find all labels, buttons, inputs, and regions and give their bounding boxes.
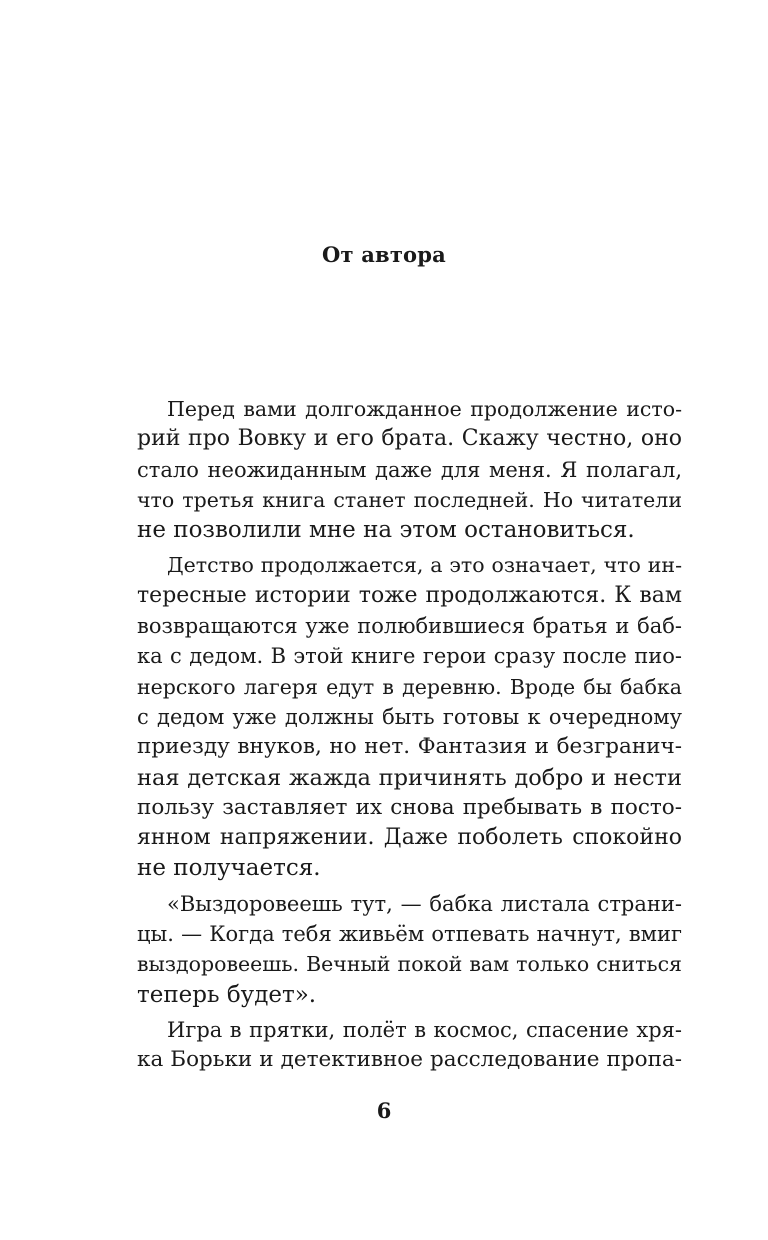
text-line: нерского лагеря едут в деревню. Вроде бы бабка [137, 674, 682, 699]
text-line: Игра в прятки, полёт в космос, спасение хря- [167, 1017, 682, 1042]
text-line: пользу заставляет их снова пребывать в посто- [137, 794, 682, 820]
text-line: теперь будет». [137, 981, 317, 1008]
text-line: рий про Вовку и его брата. Скажу честно, оно [137, 426, 682, 452]
text-line: с дедом уже должны быть готовы к очередному [137, 704, 682, 729]
chapter-heading: От автора [322, 242, 446, 267]
text-line: Перед вами долгожданное продолжение исто- [167, 397, 682, 421]
text-line: цы. — Когда тебя живьём отпевать начнут, вмиг [137, 922, 682, 947]
text-line: ка с дедом. В этой книге герои сразу после пио- [137, 644, 682, 669]
text-line: ная детская жажда причинять добро и нести [137, 764, 682, 791]
body-text [137, 394, 682, 1076]
text-line: ка Борьки и детективное расследование пропа- [137, 1047, 682, 1073]
text-line: не получается. [137, 855, 321, 882]
text-line: возвращаются уже полюбившиеся братья и баб- [137, 614, 682, 639]
text-line: не позволили мне на этом остановиться. [137, 517, 635, 544]
text-line: Детство продолжается, а это означает, что ин- [167, 553, 682, 578]
text-line: приезду внуков, но нет. Фантазия и безгранич- [137, 734, 682, 760]
text-line: выздоровеешь. Вечный покой вам только сниться [137, 952, 682, 977]
page-number: 6 [376, 1098, 392, 1123]
text-line: стало неожиданным даже для меня. Я полагал, [137, 457, 682, 482]
text-line: что третья книга станет последней. Но читатели [137, 487, 682, 512]
text-line: янном напряжении. Даже поболеть спокойно [137, 825, 682, 851]
text-line: «Выздоровеешь тут, — бабка листала страни- [167, 891, 682, 916]
text-line: тересные истории тоже продолжаются. К вам [137, 582, 682, 608]
